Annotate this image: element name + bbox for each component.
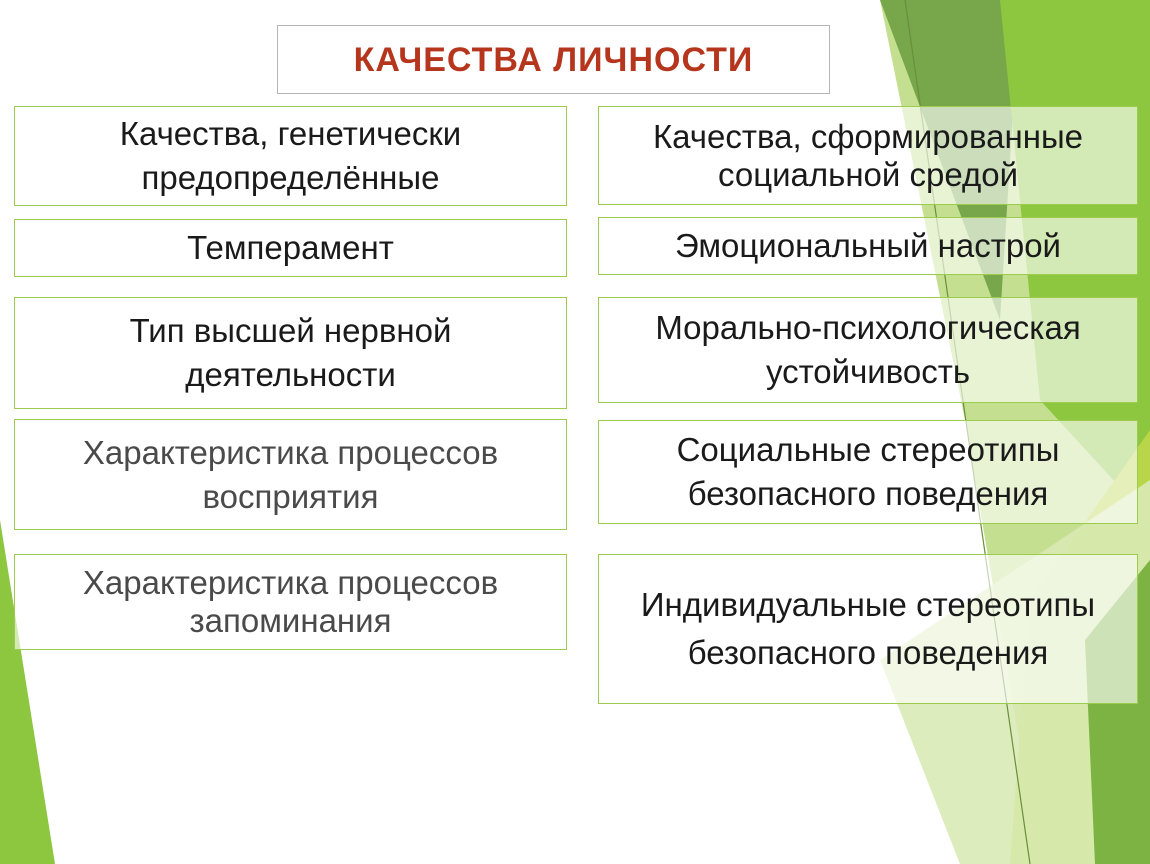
left-item-box <box>14 219 567 277</box>
right-item-text: Эмоциональный настрой <box>675 227 1061 264</box>
right-item-text: Индивидуальные стереотипы безопасного поведения <box>640 586 1096 671</box>
slide-title: КАЧЕСТВА ЛИЧНОСТИ <box>353 40 754 79</box>
left-column-header-box <box>14 106 567 206</box>
right-item-box <box>598 554 1138 704</box>
slide-title-box <box>277 25 830 94</box>
left-item-box <box>14 419 567 530</box>
right-column-header: Качества, сформированные социальной средой <box>652 117 1084 193</box>
left-item-box <box>14 554 567 650</box>
right-item-box <box>598 297 1138 403</box>
left-item-box <box>14 297 567 409</box>
left-item-text: Темперамент <box>187 229 394 266</box>
right-item-text: Социальные стереотипы безопасного поведения <box>676 431 1060 512</box>
left-column-header: Качества, генетически предопределённые <box>119 115 462 196</box>
left-item-text: Характеристика процессов восприятия <box>82 433 499 515</box>
left-item-text: Характеристика процессов запоминания <box>82 564 499 639</box>
right-item-text: Морально-психологическая устойчивость <box>655 309 1081 390</box>
left-item-text: Тип высшей нервной деятельности <box>129 312 452 393</box>
right-column-header-box <box>598 106 1138 205</box>
right-item-box <box>598 420 1138 524</box>
right-item-box <box>598 217 1138 275</box>
